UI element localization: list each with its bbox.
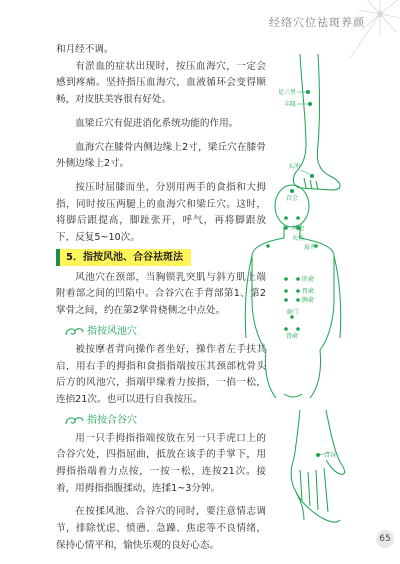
paragraph: 有淤血的症状出现时，按压血海穴，一定会感到疼痛。坚持指压血海穴，血液循环会变得顺畅，对皮肤美容很有好处。 bbox=[56, 60, 266, 106]
subheading-label: 指按风池穴 bbox=[87, 325, 137, 337]
paragraph: 血梁丘穴有促进消化系统功能的作用。 bbox=[75, 117, 239, 129]
acupoint-label: 合谷 bbox=[324, 452, 337, 459]
paragraph: 按压时屈膝而坐，分别用两手的食指和大拇指，同时按压两腿上的血海穴和梁丘穴。这时，将脚后跟提高，脚趾张开，呼气，再将脚跟放下，反复5~10次。 bbox=[56, 181, 266, 244]
torso-points bbox=[266, 189, 318, 340]
paragraph: 被按摩者背向操作者坐好，操作者左手扶其启，用右手的拇指和食指指端按压其颈部枕骨头后方的风池穴，指端甲缘着力按指，一掐一松，连掐21次。也可以进行自我按压。 bbox=[56, 343, 266, 405]
acupoint-label: 胃俞 bbox=[302, 288, 315, 295]
acupoint-label: 脾俞 bbox=[302, 297, 315, 304]
paragraph: 血海穴在膝骨内侧边缘上2寸，梁丘穴在膝骨外侧边缘上2寸。 bbox=[56, 141, 266, 170]
leg-figure bbox=[293, 54, 340, 190]
acupoint-label: 肩井 bbox=[304, 244, 317, 251]
subheading bbox=[64, 324, 266, 340]
acupoint-label: 足三里 bbox=[278, 89, 297, 96]
acupoint-illustrations bbox=[240, 0, 400, 564]
subheading bbox=[64, 413, 266, 429]
torso-figure bbox=[245, 185, 341, 398]
hand-points bbox=[316, 451, 336, 459]
acupoint-label: 丰隆 bbox=[284, 101, 297, 108]
acupoint-label: 肾俞 bbox=[286, 333, 299, 340]
leg-points bbox=[278, 88, 314, 178]
paragraph: 和月经不调。 bbox=[56, 44, 114, 55]
paragraph: 风池穴在颈部，当胸锁乳突肌与斜方肌上端附着部之间的凹陷中。合谷穴在手背部第1、第2掌骨之间，约在第2掌骨桡侧之中点处。 bbox=[56, 271, 266, 317]
subheading-label: 指按合谷穴 bbox=[87, 414, 137, 426]
paragraph: 在按揉风池、合谷穴的同时，要注意情志调节，排除忧虑、愤懑、急躁、焦虑等不良情绪，保持心情平和，愉快乐观的良好心态。 bbox=[56, 506, 266, 551]
swirl-icon bbox=[64, 415, 84, 427]
hand-figure bbox=[291, 410, 344, 522]
acupoint-label: 百会 bbox=[286, 195, 299, 202]
acupoint-label: 风池 bbox=[292, 225, 305, 232]
acupoint-label: 天柱 bbox=[292, 235, 305, 242]
section-heading: 5．指按风池、合谷祛斑法 bbox=[56, 249, 191, 266]
acupoint-label: 太冲 bbox=[288, 163, 301, 170]
acupoint-label: 肝俞 bbox=[302, 276, 315, 283]
running-header: 经络穴位祛斑养颜 bbox=[269, 16, 365, 29]
acupoint-label: 命门 bbox=[286, 309, 299, 316]
paragraph: 用一只手拇指指端按放在另一只手虎口上的合谷穴处，四指屈曲，抵放在该手的手掌下，用拇指指端着力点按，一按一松，连按21次。接着，用拇指指腹揉动，连揉1~3分钟。 bbox=[56, 432, 266, 494]
page-number: 65 bbox=[376, 530, 394, 548]
body-text bbox=[56, 42, 266, 555]
swirl-icon bbox=[64, 326, 84, 338]
